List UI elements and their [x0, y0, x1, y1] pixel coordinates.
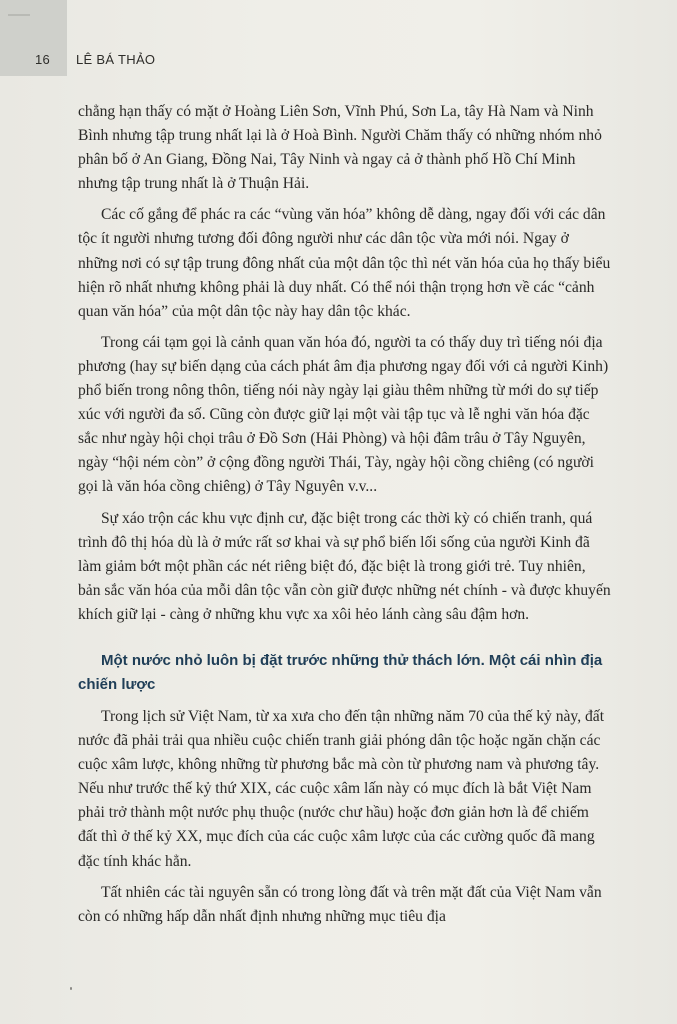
paragraph-3: Trong cái tạm gọi là cảnh quan văn hóa đó, người ta có thấy duy trì tiếng nói địa phương (hay sự biến dạng của cách phát âm địa phương ngay đối với cả người Kinh) phổ biến trong nông thôn, tiếng nói này ngày lại giàu thêm những từ mới do sự tiếp xúc với người đa số. Cũng còn được giữ lại một vài tập tục và lễ nghi văn hóa đặc sắc như ngày hội chọi trâu ở Đồ Sơn (Hải Phòng) và hội đâm trâu ở Tây Nguyên, ngày “hội ném còn” ở cộng đồng người Thái, Tày, ngày hội cồng chiêng (có người gọi là văn hóa cồng chiêng) ở Tây Nguyên v.v... [78, 333, 609, 496]
corner-mark [8, 14, 30, 16]
print-speck [70, 987, 72, 990]
running-head-author: LÊ BÁ THẢO [76, 52, 156, 67]
section-heading: Một nước nhỏ luôn bị đặt trước những thử thách lớn. Một cái nhìn địa chiến lược [78, 651, 603, 693]
page-number: 16 [35, 52, 51, 67]
body-text [78, 100, 611, 936]
page-header [0, 52, 677, 72]
section-paragraph-1: Trong lịch sử Việt Nam, từ xa xưa cho đến tận những năm 70 của thế kỷ này, đất nước đã phải trải qua nhiều cuộc chiến tranh giải phóng dân tộc hoặc ngăn chặn các cuộc xâm lược, không những từ phương bắc mà còn từ phương nam và phương tây. Nếu như trước thế kỷ thứ XIX, các cuộc xâm lấn này có mục đích là bắt Việt Nam phải trở thành một nước phụ thuộc (nước chư hầu) hoặc đơn giản hơn là để chiếm đất thì ở thế kỷ XX, mục đích của các cuộc xâm lược của các cường quốc đã mang đặc tính khác hẳn. [78, 707, 605, 870]
paragraph-4: Sự xáo trộn các khu vực định cư, đặc biệt trong các thời kỳ có chiến tranh, quá trình đô thị hóa dù là ở mức rất sơ khai và sự phổ biến lối sống của người Kinh đã làm giảm bớt một phần các nét riêng biệt đó, đặc biệt là trong giới trẻ. Tuy nhiên, bản sắc văn hóa của mỗi dân tộc vẫn còn giữ được những nét chính - và được khuyến khích giữ lại - càng ở những khu vực xa xôi hẻo lánh càng sâu đậm hơn. [78, 509, 611, 623]
paragraph-1: chẳng hạn thấy có mặt ở Hoàng Liên Sơn, Vĩnh Phú, Sơn La, tây Hà Nam và Ninh Bình nhưng tập trung nhất lại là ở Hoà Bình. Người Chăm thấy có những nhóm nhỏ phân bố ở An Giang, Đồng Nai, Tây Ninh và ngay cả ở thành phố Hồ Chí Minh nhưng tập trung nhất là ở Thuận Hải. [78, 103, 602, 193]
section-paragraph-2: Tất nhiên các tài nguyên sẵn có trong lòng đất và trên mặt đất của Việt Nam vẫn còn có những hấp dẫn nhất định nhưng những mục tiêu địa [78, 883, 602, 925]
paragraph-2: Các cố gắng để phác ra các “vùng văn hóa” không dễ dàng, ngay đối với các dân tộc ít người nhưng tương đối đông người như các dân tộc vừa mới nói. Ngay ở những nơi có sự tập trung đông nhất của một dân tộc thì nét văn hóa của họ thấy biểu hiện rõ nhất nhưng không phải là duy nhất. Có thể nói thận trọng hơn về các “cảnh quan văn hóa” của một dân tộc này hay dân tộc khác. [78, 206, 611, 320]
